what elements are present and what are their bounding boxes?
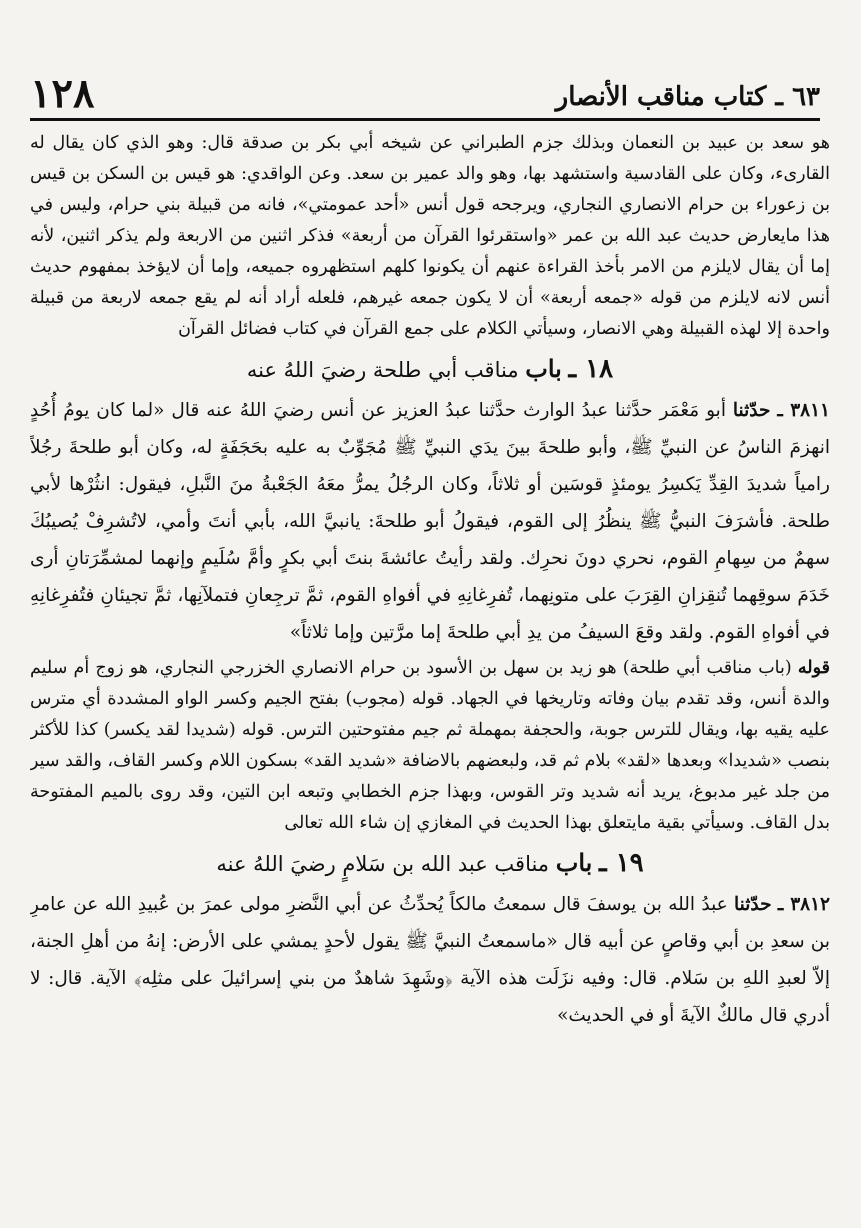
page-number: ١٢٨ [30, 70, 95, 117]
page-content [30, 128, 830, 1208]
chapter-bab-label: باب [555, 848, 593, 877]
page-header [30, 60, 820, 121]
hadith-3812 [30, 886, 830, 1034]
hadith-text: أبو مَعْمَر حدَّثنا عبدُ الوارث حدَّثنا عبدُ العزيز عن أنس رضيَ اللهُ عنه قال «لما كان يومُ أُحُدٍ انهزمَ الناسُ عن النبيِّ ﷺ، وأبو طلحةَ بينَ يدَي النبيِّ ﷺ مُجَوِّبٌ به عليه بحَجَفَةٍ له، وكان أبو طلحةَ رجُلاً رامياً شديدَ القِدِّ يَكسِرُ يومئذٍ قوسَين أو ثلاثاً، وكان الرجُلُ يمرُّ معَهُ الجَعْبةُ منَ النَّبلِ، فيقول: انثُرْها لأبي طلحة. فأشرَفَ النبيُّ ﷺ ينظُرُ إلى القوم، فيقولُ أبو طلحةَ: يانبيَّ الله، بأبي أنتَ وأمي، لاتُشرِفْ يُصيبُكَ سهمٌ من سِهامِ القوم، نحري دونَ نحرِك. ولقد رأيتُ عائشةَ بنتَ أبي بكرٍ وأمَّ سُلَيمٍ وإنهما لمشمِّرَتانِ أرى خَدَمَ سوقِهما تُنقِزانِ القِرَبَ على متونِهما، تُفرِغانِهِ في أفواهِ القوم، ثمَّ ترجِعانِ فتملآنِها، ثمَّ تجيئانِ فتُفرِغانِهِ في أفواهِ القوم. ولقد وقعَ السيفُ من يدِ أبي طلحةَ إما مرَّتين وإما ثلاثاً» [30, 400, 830, 643]
haddathana-marker: حدّثنا [734, 894, 772, 915]
hadith-text: عبدُ الله بن يوسفَ قال سمعتُ مالكاً يُحدِّثُ عن أبي النَّضرِ مولى عمرَ بن عُبيدِ الله عن عامرِ بن سعدِ بن أبي وقاصٍ عن أبيه قال «ماسمعتُ النبيَّ ﷺ يقول لأحدٍ يمشي على الأرض: إنهُ من أهلِ الجنة، إلاّ لعبدِ اللهِ بن سَلام. قال: وفيه نزَلَت هذه الآية ﴿وشَهِدَ شاهدٌ من بني إسرائيلَ على مثلِه﴾ الآية. قال: لا أدري قال مالكٌ الآيةَ أو في الحديث» [30, 894, 830, 1026]
chapter-number: ١٩ ـ [599, 848, 644, 878]
hadith-number: ٣٨١٢ ـ [777, 894, 830, 915]
commentary-text: (باب مناقب أبي طلحة) هو زيد بن سهل بن الأسود بن حرام الانصاري الخزرجي النجاري، هو زوج أم سليم والدة أنس، وقد تقدم بيان وفاته وتاريخها في الجهاد. قوله (مجوب) بفتح الجيم وكسر الواو المشددة أي مترس عليه يقيه بها، ويقال للترس جوبة، والحجفة بمهملة ثم جيم مفتوحتين الترس. قوله (شديدا لقد يكسر) كذا للأكثر بنصب «شديدا» وبعدها «لقد» بلام ثم قد، ولبعضهم بالاضافة «شديد القد» بسكون اللام وكسر القاف، والقد سير من جلد غير مدبوغ، يريد أنه شديد وتر القوس، وبهذا جزم الخطابي وتبعه ابن التين، وقد روى بالميم المفتوحة بدل القاف. وسيأتي بقية مايتعلق بهذا الحديث في المغازي إن شاء الله تعالى [30, 658, 830, 833]
commentary-18 [30, 653, 830, 839]
chapter-heading-18 [30, 349, 830, 390]
running-title: ٦٣ ـ كتاب مناقب الأنصار [555, 82, 820, 112]
chapter-title: مناقب أبي طلحة رضيَ اللهُ عنه [246, 358, 519, 382]
chapter-title: مناقب عبد الله بن سَلامٍ رضيَ اللهُ عنه [216, 852, 550, 876]
chapter-bab-label: باب [525, 354, 562, 383]
hadith-number: ٣٨١١ ـ [777, 400, 830, 421]
haddathana-marker: حدّثنا [732, 400, 771, 421]
hadith-3811 [30, 392, 830, 651]
opening-paragraph: هو سعد بن عبيد بن النعمان وبذلك جزم الطبراني عن شيخه أبي بكر بن صدقة قال: وهو الذي كان يقال له القارىء، وكان على القادسية واستشهد بها، وهو والد عمير بن سعد. وعن الواقدي: هو قيس بن السكن بن قيس بن زعوراء بن حرام الانصاري النجاري، ويرجحه قول أنس «أحد عمومتي»، فانه من قبيلة بني حرام، وليس في هذا مايعارض حديث عبد الله بن عمر «واستقرئوا القرآن من أربعة» فذكر اثنين من الاربعة ولم يذكر اثنين، لأنه إما أن يقال لايلزم من الامر بأخذ القراءة عنهم أن يكونوا كلهم استظهروه جميعه، وإما أن لايؤخذ بمفهوم حديث أنس لانه لايلزم من قوله «جمعه أربعة» أن لا يكون جمعه غيرهم، فلعله أراد أنه لم يقع جمعه لاربعة من قبيلة واحدة إلا لهذه القبيلة وهي الانصار، وسيأتي الكلام على جمع القرآن في كتاب فضائل القرآن [30, 133, 830, 339]
chapter-heading-19 [30, 843, 830, 884]
qawluhu-marker: قوله [797, 658, 830, 678]
chapter-number: ١٨ ـ [568, 354, 614, 384]
